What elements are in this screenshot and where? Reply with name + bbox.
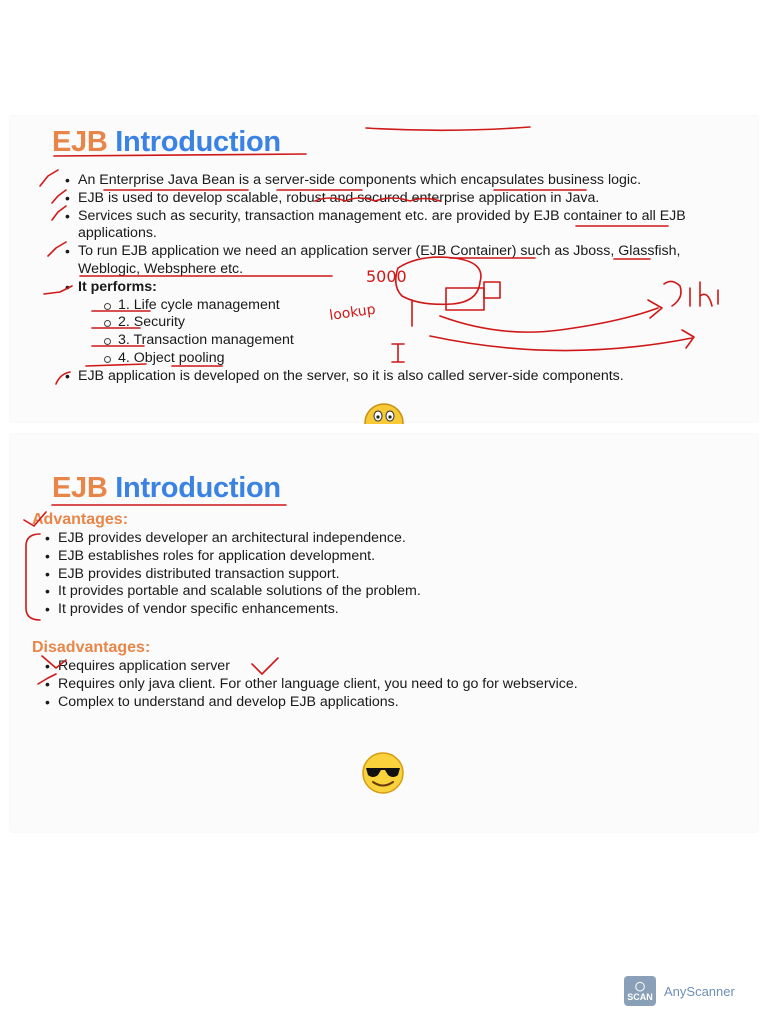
performs-label: It performs:: [78, 278, 157, 295]
list-item: • EJB application is developed on the server, so it is also called server-side components.: [62, 368, 722, 386]
scanner-logo-dot: ◯: [634, 980, 646, 991]
sub-list-item: 1. Life cycle management: [102, 297, 722, 315]
title-ejb: EJB: [52, 472, 108, 504]
list-item-performs: [62, 279, 722, 368]
list-item: • Complex to understand and develop EJB applications.: [42, 694, 722, 712]
scanner-brand-name: AnyScanner: [664, 983, 735, 999]
sub-list-item: 4. Object pooling: [102, 350, 722, 368]
title-introduction: Introduction: [115, 472, 281, 504]
scanner-logo-icon: [624, 976, 656, 1006]
list-item: • An Enterprise Java Bean is a server-side components which encapsulates business logic.: [62, 172, 722, 190]
list-item: • EJB is used to develop scalable, robust and secured enterprise application in Java.: [62, 190, 722, 208]
scanner-logo-text: SCAN: [627, 991, 653, 1002]
list-item: • It provides portable and scalable solutions of the problem.: [42, 583, 722, 601]
advantages-list: [42, 530, 722, 619]
grinning-face-icon: [363, 402, 405, 424]
intro-bullet-list: [62, 172, 722, 386]
list-item: • EJB provides developer an architectural independence.: [42, 530, 722, 548]
title-ejb: EJB: [52, 126, 108, 158]
advantages-heading: Advantages:: [32, 511, 129, 528]
list-item: • It provides of vendor specific enhancements.: [42, 601, 722, 619]
disadvantages-heading: Disadvantages:: [32, 639, 151, 656]
list-item: • EJB establishes roles for application development.: [42, 548, 722, 566]
list-item: • Requires only java client. For other language client, you need to go for webservice.: [42, 676, 722, 694]
list-item: • Requires application server: [42, 658, 722, 676]
sub-list-item: 2. Security: [102, 314, 722, 332]
sub-list-item: 3. Transaction management: [102, 332, 722, 350]
annotation-number: 5000: [366, 267, 407, 286]
slide-1: [10, 116, 758, 422]
list-item: • Services such as security, transaction management etc. are provided by EJB container to all EJB applications.: [62, 208, 722, 244]
slide-2-title: [52, 472, 281, 505]
scanner-watermark: [624, 976, 735, 1006]
disadvantages-list: [42, 658, 722, 711]
title-introduction: Introduction: [115, 126, 281, 158]
list-item: • EJB provides distributed transaction support.: [42, 566, 722, 584]
slide-1-title: [52, 126, 281, 159]
list-item: • To run EJB application we need an application server (EJB Container) such as Jboss, Glassfish, Weblogic, Websphere etc.: [62, 243, 722, 279]
annotation-lookup: lookup: [328, 301, 377, 324]
performs-sub-list: [78, 297, 722, 368]
sunglasses-face-icon: [360, 751, 406, 795]
